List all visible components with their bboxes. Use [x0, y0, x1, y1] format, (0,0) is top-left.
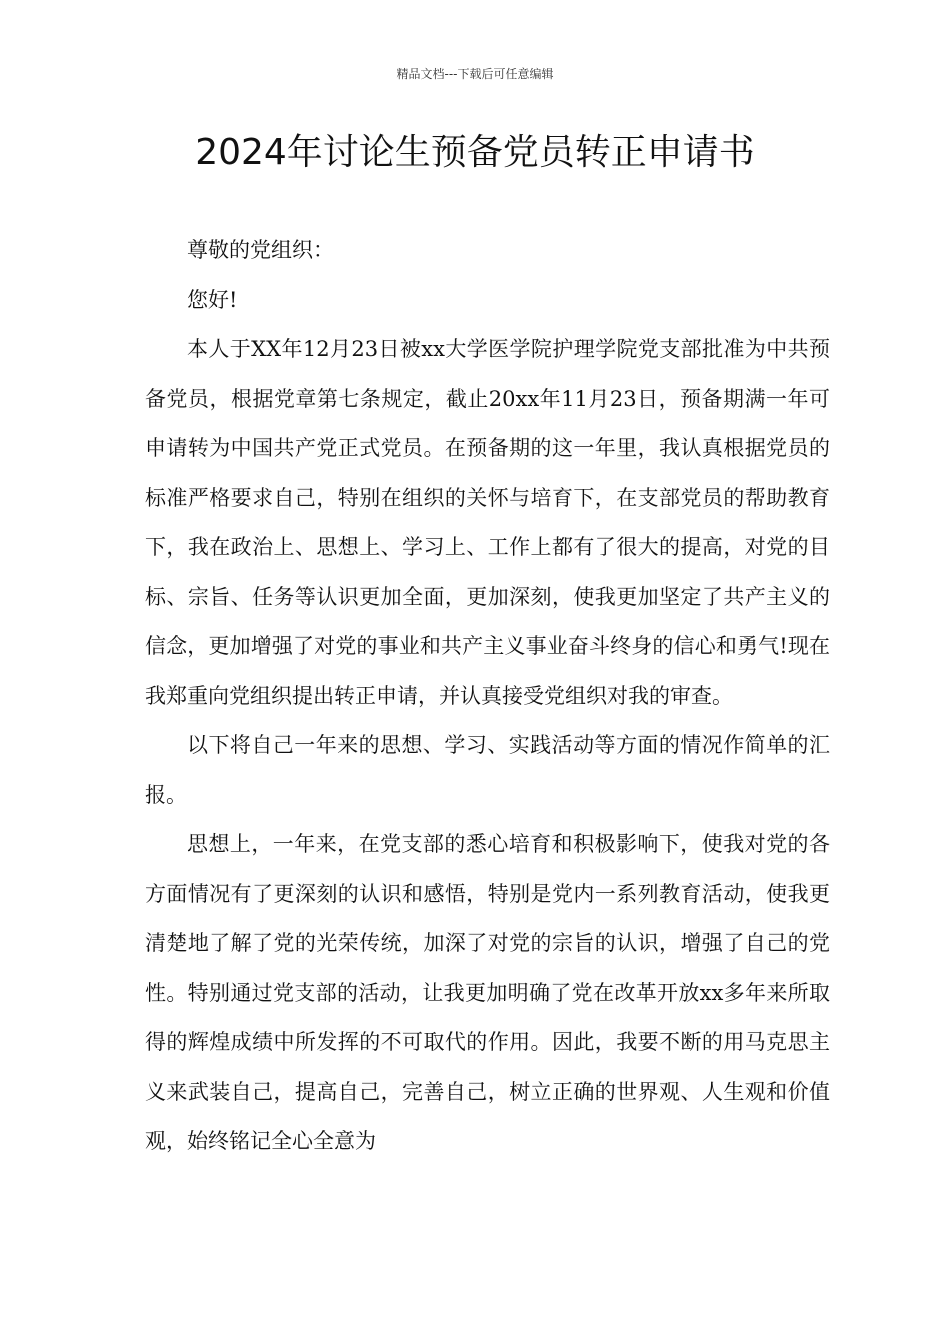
paragraph-intro: 以下将自己一年来的思想、学习、实践活动等方面的情况作简单的汇报。	[145, 733, 830, 807]
header-note: 精品文档---下载后可任意编辑	[396, 67, 554, 81]
greeting: 您好!	[187, 287, 238, 312]
document-title: 2024年讨论生预备党员转正申请书	[195, 132, 755, 173]
document-body	[145, 226, 830, 1167]
salutation: 尊敬的党组织：	[187, 238, 334, 262]
paragraph-application: 本人于XX年12月23日被xx大学医学院护理学院党支部批准为中共预备党员，根据党章第七条规定，截止20xx年11月23日，预备期满一年可申请转为中国共产党正式党员。在预备期的这一年里，我认真根据党员的标准严格要求自己，特别在组织的关怀与培育下，在支部党员的帮助教育下，我在政治上、思想上、学习上、工作上都有了很大的提高，对党的目标、宗旨、任务等认识更加全面，更加深刻，使我更加坚定了共产主义的信念，更加增强了对党的事业和共产主义事业奋斗终身的信心和勇气!现在我郑重向党组织提出转正申请，并认真接受党组织对我的审查。	[145, 337, 830, 708]
paragraph-ideology: 思想上，一年来，在党支部的悉心培育和积极影响下，使我对党的各方面情况有了更深刻的认识和感悟，特别是党内一系列教育活动，使我更清楚地了解了党的光荣传统，加深了对党的宗旨的认识，增强了自己的党性。特别通过党支部的活动，让我更加明确了党在改革开放xx多年来所取得的辉煌成绩中所发挥的不可取代的作用。因此，我要不断的用马克思主义来武装自己，提高自己，完善自己，树立正确的世界观、人生观和价值观，始终铭记全心全意为	[145, 832, 830, 1153]
